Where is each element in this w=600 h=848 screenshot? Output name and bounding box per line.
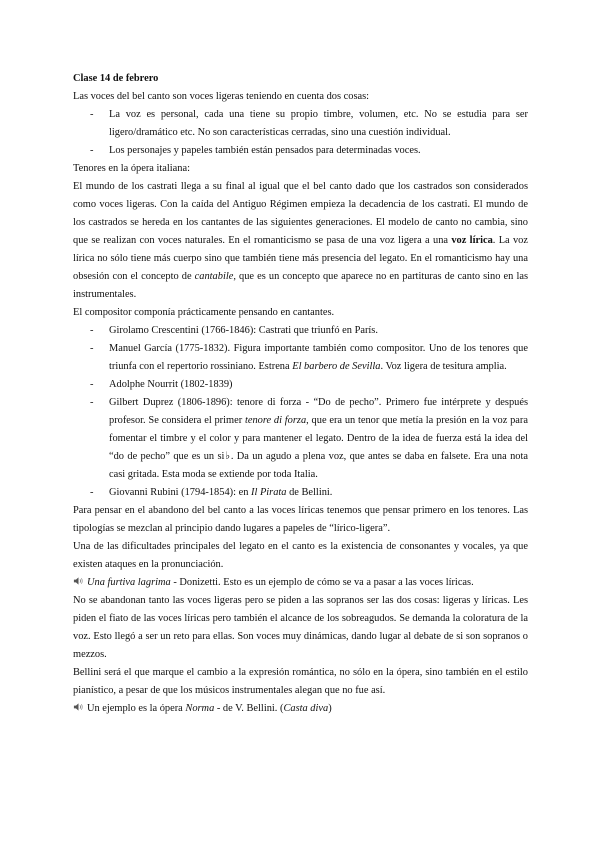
castrati-paragraph: El mundo de los castrati llega a su final al igual que el bel canto dado que los castrados son considerados como voces ligeras. Con la caída del Antiguo Régimen empieza la decadencia de los castrati. El mundo de los castrados se hereda en los cantantes de las siguientes generaciones. El modelo de canto no cambia, sino que se realizan con voces naturales. En el romanticismo se pasa de una voz ligera a una voz lírica. La voz lírica no sólo tiene más cuerpo sino que también tiene más presencia del legato. En el romanticismo hay una obsesión con el concepto de cantabile, que es un concepto que aparece no en partituras de canto sino en las instrumentales. xyxy=(73,181,528,300)
doc-title: Clase 14 de febrero xyxy=(73,73,159,84)
audio-example-norma[interactable]: Un ejemplo es la ópera Norma - de V. Bellini. (Casta diva) xyxy=(73,700,528,718)
list-item: - Girolamo Crescentini (1766-1846): Castrati que triunfó en París. xyxy=(90,325,378,336)
tenores-heading: Tenores en la ópera italiana: xyxy=(73,163,190,174)
list-item: - Los personajes y papeles también están pensados para determinadas voces. xyxy=(90,145,421,156)
list-item: - Giovanni Rubini (1794-1854): en Il Pirata de Bellini. xyxy=(90,487,333,498)
legato-paragraph: Una de las dificultades principales del legato en el canto es la existencia de consonantes y vocales, ya que existen ataques en la pronunciación. xyxy=(73,541,528,570)
document-page xyxy=(73,70,528,718)
bullet-list-voces xyxy=(73,106,528,160)
list-item: - Manuel García (1775-1832). Figura importante también como compositor. Uno de los tenores que triunfa con el repertorio rossiniano. Estrena El barbero de Sevilla. Voz ligera de tesitura amplia. xyxy=(90,343,528,372)
intro-paragraph: Las voces del bel canto son voces ligeras teniendo en cuenta dos cosas: xyxy=(73,91,370,102)
list-item: - La voz es personal, cada una tiene su propio timbre, volumen, etc. No se estudia para ser ligero/dramático etc. No son características cerradas, sino una cuestión individual. xyxy=(90,109,528,138)
list-item: - Adolphe Nourrit (1802-1839) xyxy=(90,379,233,390)
bellini-paragraph: Bellini será el que marque el cambio a la expresión romántica, no sólo en la ópera, sino también en el estilo pianístico, a pesar de que los músicos instrumentales alegan que no fue así. xyxy=(73,667,528,696)
list-item: - Gilbert Duprez (1806-1896): tenore di forza - “Do de pecho”. Primero fue intérprete y después profesor. Se considera el primer tenore di forza, que era un tenor que metía la presión en la voz para fomentar el timbre y el color y para mantener el legato. Dentro de la idea de fuerza está la idea del “do de pecho” que es un si♭. Da un agudo a plena voz, que antes se daba en falsete. Era una nota casi gritada. Esta moda se extiende por toda Italia. xyxy=(90,397,528,480)
compositor-paragraph: El compositor componía prácticamente pensando en cantantes. xyxy=(73,307,335,318)
bullet-list-tenores xyxy=(73,322,528,502)
bel-canto-paragraph: Para pensar en el abandono del bel canto a las voces líricas tenemos que pensar primero en los tenores. Las tipologías se mezclan al principio dando lugares a papeles de “lírico-ligera”. xyxy=(73,505,528,534)
audio-example-donizetti[interactable]: Una furtiva lagrima - Donizetti. Esto es un ejemplo de cómo se va a pasar a las voces líricas. xyxy=(73,574,528,592)
sopranos-paragraph: No se abandonan tanto las voces ligeras pero se piden a las sopranos ser las dos cosas: ligeras y líricas. Les piden el fiato de las voces líricas pero también el alcance de los sobreagudos. Se demanda la coloratura de la voz. Esto llegó a ser un reto para ellas. Son voces muy dinámicas, dando lugar al debate de si son sopranos o mezzos. xyxy=(73,595,528,660)
speaker-icon xyxy=(73,702,84,712)
speaker-icon xyxy=(73,576,84,586)
